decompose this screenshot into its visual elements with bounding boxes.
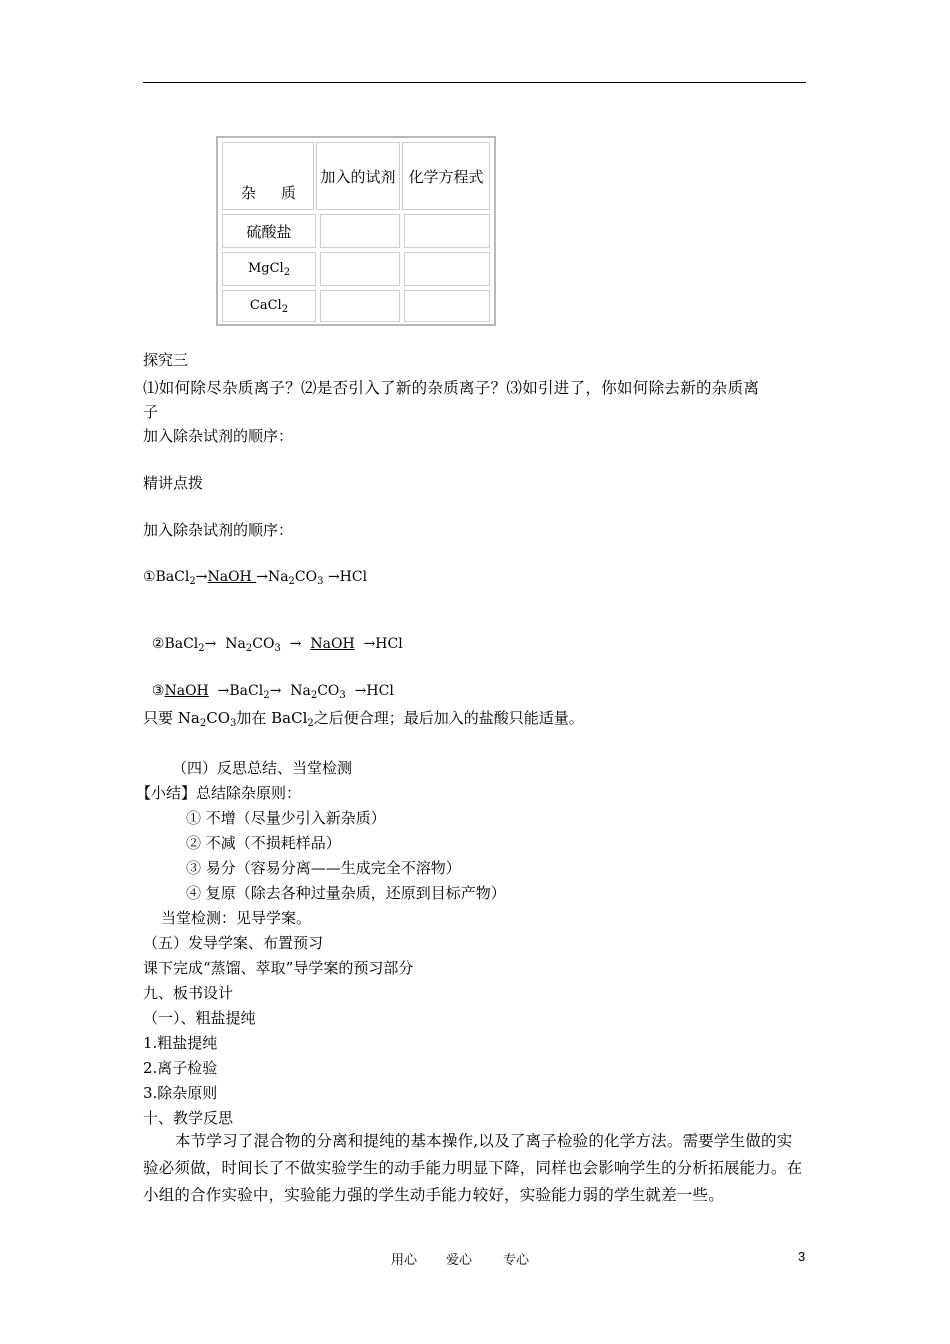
header-reagent: 加入的试剂 [320,167,396,186]
row-mgcl2-reagent [320,252,400,286]
board-subheading: （一）、粗盐提纯 [143,1009,256,1027]
class-check: 当堂检测：见导学案。 [161,909,312,927]
summary-heading: 【小结】总结除杂原则： [136,784,302,802]
order-label-2: 加入除杂试剂的顺序： [143,521,294,539]
header-impurity-a: 杂 [241,184,257,202]
order-label: 加入除杂试剂的顺序： [143,427,294,445]
preview-assignment: 课下完成“蒸馏、萃取”导学案的预习部分 [143,959,414,977]
row-sulfate-name [222,214,316,248]
header-rule [143,82,806,83]
footer-motto-3: 专心 [503,1253,530,1268]
sequence-1: ①BaCl$_2$→NaOH $\to Na_2CO_3 \to HCl$ [143,569,368,587]
key-points-heading: 精讲点拨 [143,474,204,492]
principle-3: ③ 易分（容易分离——生成完全不溶物） [186,859,461,877]
row-cacl2-name [222,290,316,322]
row-mgcl2-name [222,252,316,286]
row-cacl2-reagent [320,290,400,322]
reflection-paragraph: 本节学习了混合物的分离和提纯的基本操作,以及了离子检验的化学方法。需要学生做的实验必须做，时间长了不做实验学生的动手能力明显下降，同样也会影响学生的分析拓展能力。在小组的合作实验中，实验能力强的学生动手能力较好，实验能力弱的学生就差一些。 [143,1132,803,1204]
section-4-heading: （四）反思总结、当堂检测 [172,759,353,777]
page-number: 3 [798,1249,806,1264]
row-cacl2-equation [404,290,490,322]
sequence-3: ③NaOH →BaCl$_2$→ $Na_2CO_3 \to HCl$ [151,683,394,701]
header-impurity-cell [222,142,314,210]
row-sulfate-reagent [320,214,400,248]
questions-line2: 子 [143,403,159,421]
header-equation: 化学方程式 [408,167,484,186]
sequence-2: ②BaCl$_2$→ $Na_2CO_3$ → NaOH →HCl [151,636,403,654]
header-reagent-cell [316,142,400,210]
row-mgcl2-equation [404,252,490,286]
footer-motto-2: 爱心 [446,1253,473,1268]
row-label: MgCl$_2$ [247,260,291,278]
section-10-heading: 十、教学反思 [143,1109,234,1127]
principle-2: ② 不减（不损耗样品） [186,834,341,852]
footer-motto-1: 用心 [391,1253,418,1268]
principle-1: ① 不增（尽量少引入新杂质） [186,809,386,827]
row-sulfate-equation [404,214,490,248]
board-item-1: 1.粗盐提纯 [143,1034,218,1052]
section-9-heading: 九、板书设计 [143,984,234,1002]
principle-4: ④ 复原（除去各种过量杂质，还原到目标产物） [186,884,506,902]
questions-line1: ⑴如何除尽杂质离子？⑵是否引入了新的杂质离子？⑶如引进了，你如何除去新的杂质离 [143,379,760,397]
sequence-note: 只要 $Na_2CO_3$加在 BaCl$_2$之后便合理；最后加入的盐酸只能适量。 [143,709,584,729]
board-item-2: 2.离子检验 [143,1059,218,1077]
board-item-3: 3.除杂原则 [143,1084,218,1102]
row-label: 硫酸盐 [246,222,292,241]
row-label: CaCl$_2$ [249,297,289,315]
explore3-heading: 探究三 [143,351,189,369]
impurity-table [216,136,496,326]
header-impurity-b: 质 [281,184,297,202]
section-5-heading: （五）发导学案、布置预习 [143,934,324,952]
header-equation-cell [402,142,490,210]
